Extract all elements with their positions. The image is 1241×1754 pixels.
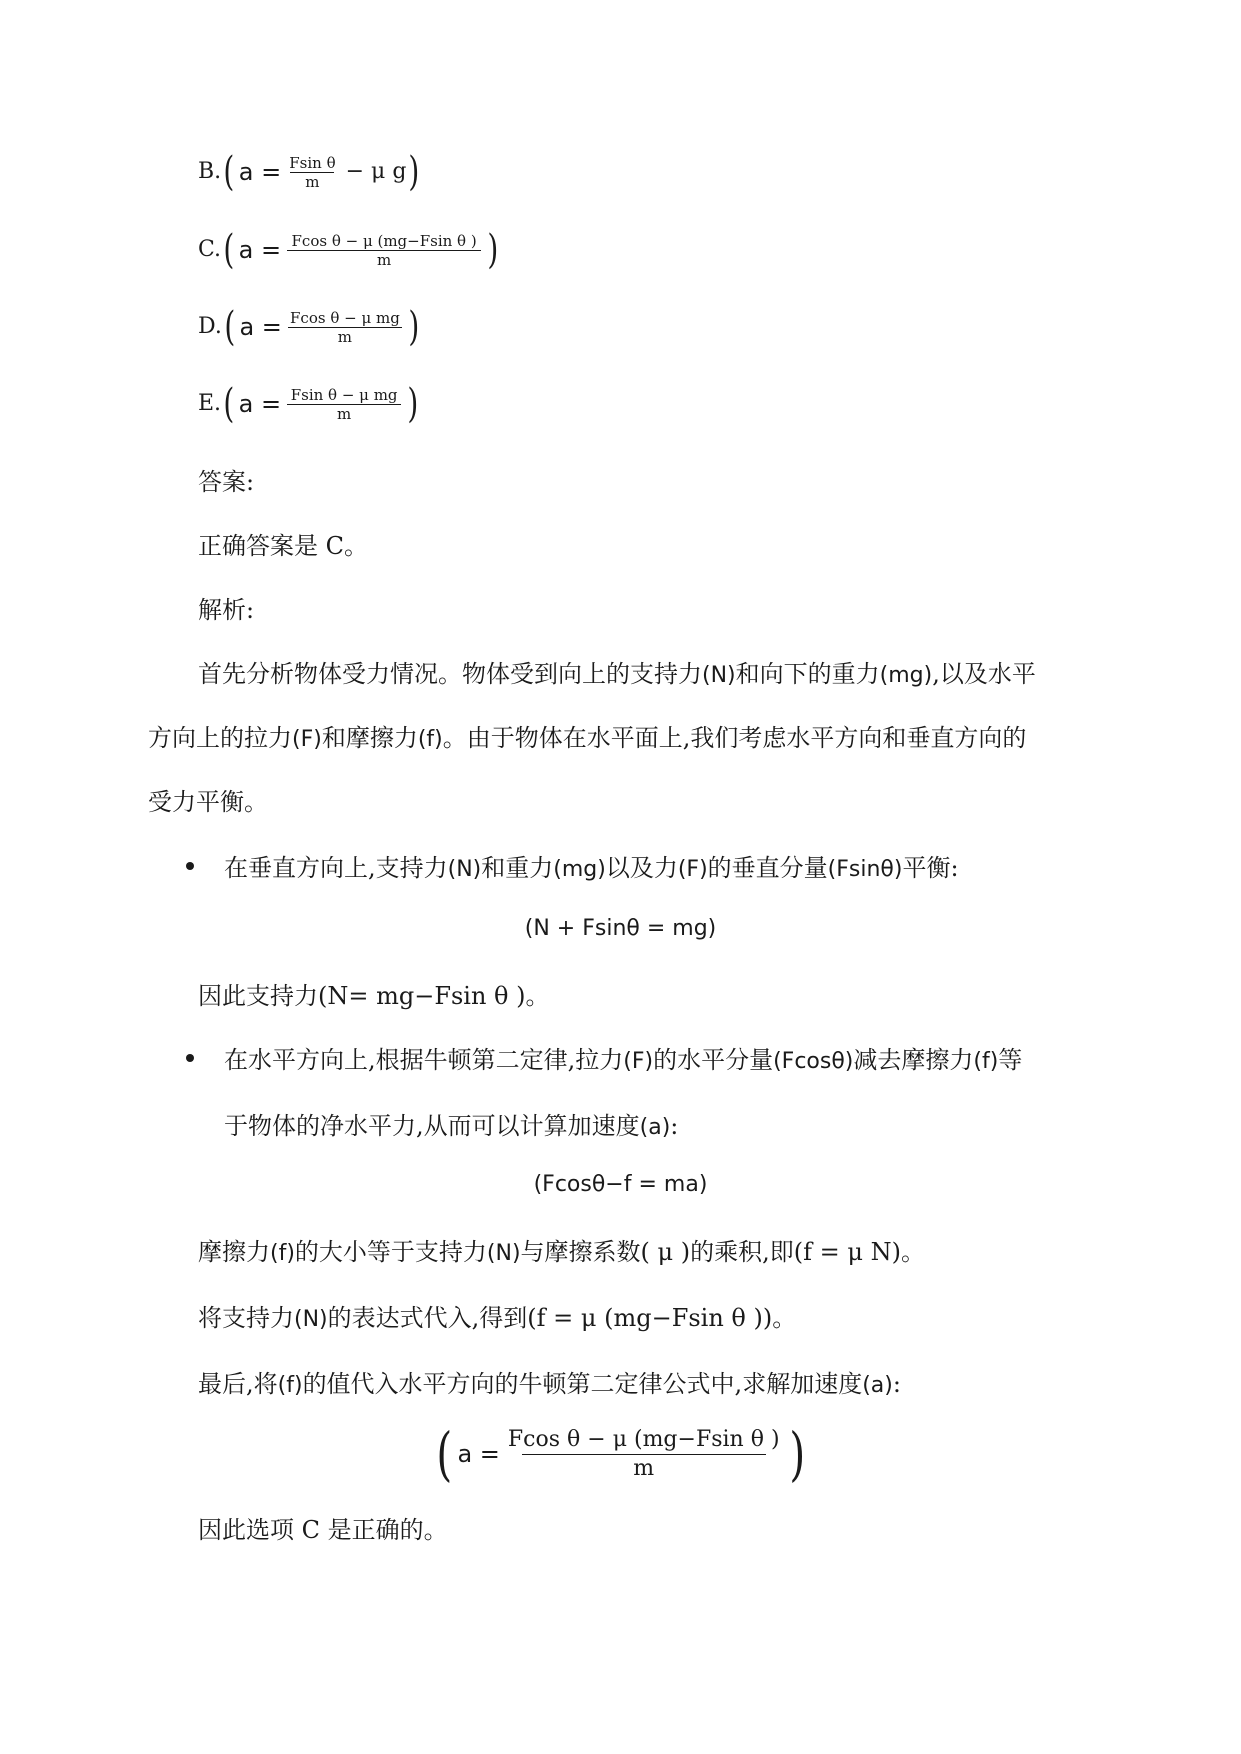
answer-heading: 答案: [198, 468, 255, 496]
fraction-denominator: m [287, 404, 401, 423]
text: 的乘积,即 [690, 1238, 794, 1266]
symbol-f: (F) [623, 1049, 654, 1074]
text: : [892, 1370, 901, 1398]
symbol-f: (F) [677, 857, 708, 882]
option-c [198, 227, 501, 273]
option-fraction [288, 309, 402, 346]
symbol-mu: ( μ ) [640, 1238, 691, 1266]
para1-line3: 受力平衡。 [148, 788, 268, 816]
text: 。 [900, 1238, 925, 1266]
fraction-numerator: Fcos θ − μ (mg−Fsin θ ) [507, 1426, 780, 1452]
text: 在水平方向上,根据牛顿第二定律,拉力 [224, 1046, 624, 1074]
final-line [198, 1364, 901, 1399]
symbol-a: (a) [639, 1115, 671, 1140]
option-b [198, 149, 422, 195]
a-equals: a = [238, 390, 282, 418]
text: 首先分析物体受力情况。物体受到向上的支持力 [198, 660, 702, 688]
answer-text: 正确答案是 C。 [198, 532, 368, 560]
option-e [198, 381, 421, 427]
symbol-friction: (f) [417, 727, 443, 752]
final-fraction [506, 1426, 782, 1483]
symbol-fsin: (Fsinθ) [827, 857, 903, 882]
left-paren: ( [223, 381, 235, 427]
a-equals: a = [238, 236, 282, 264]
text: 摩擦力 [198, 1238, 270, 1266]
right-paren: ) [788, 1420, 805, 1488]
fraction-denominator: m [287, 250, 481, 269]
fraction-denominator: m [522, 1454, 766, 1483]
text: 方向上的拉力 [148, 724, 292, 752]
final-formula [0, 1420, 1241, 1488]
fraction-numerator: Fcos θ − μ (mg−Fsin θ ) [291, 231, 477, 250]
symbol-friction: (f) [270, 1241, 295, 1266]
text: 以及力 [605, 854, 678, 882]
left-paren: ( [223, 227, 235, 273]
conclusion: 因此选项 C 是正确的。 [198, 1516, 448, 1544]
text: 最后,将 [198, 1370, 278, 1398]
text: 等 [998, 1046, 1023, 1074]
symbol-n: (N) [294, 1307, 328, 1332]
bullet2-line1 [224, 1040, 1022, 1075]
substitute-line [198, 1298, 796, 1333]
a-equals: a = [457, 1440, 500, 1468]
symbol-n: (N) [486, 1241, 521, 1266]
text: ,以及水平 [932, 660, 1036, 688]
fraction-numerator: Fsin θ − μ mg [290, 385, 398, 404]
left-paren: ( [224, 304, 236, 350]
left-paren: ( [436, 1420, 453, 1488]
option-fraction [287, 386, 401, 423]
bullet-dot [186, 862, 194, 870]
symbol-friction: (f) [973, 1049, 999, 1074]
symbol-fcos: (Fcosθ) [773, 1049, 854, 1074]
symbol-friction: (f) [277, 1373, 303, 1398]
text: 的水平分量 [653, 1046, 774, 1074]
bullet2-line2 [224, 1106, 678, 1141]
text: 于物体的净水平力,从而可以计算加速度 [224, 1112, 640, 1140]
right-paren: ) [408, 304, 420, 350]
right-paren: ) [408, 149, 420, 195]
equation-vertical: (N + Fsinθ = mg) [524, 916, 717, 941]
text: 的大小等于支持力 [294, 1238, 487, 1266]
option-d [198, 304, 422, 350]
text: 和摩擦力 [321, 724, 418, 752]
text: 在垂直方向上,支持力 [224, 854, 448, 882]
friction-line [198, 1232, 925, 1267]
right-paren: ) [407, 381, 419, 427]
symbol-f: (F) [292, 727, 322, 752]
option-tail: − μ g [345, 159, 407, 184]
option-label: C. [198, 237, 222, 262]
text: : [670, 1112, 679, 1140]
text: 的值代入水平方向的牛顿第二定律公式中,求解加速度 [302, 1370, 863, 1398]
para1-line1 [198, 654, 1036, 689]
symbol-mg: (mg) [553, 857, 606, 882]
text: 。由于物体在水平面上,我们考虑水平方向和垂直方向的 [442, 724, 1027, 752]
text: 和向下的重力 [735, 660, 880, 688]
formula-f-mu-n: (f = μ N) [793, 1238, 901, 1266]
equation-horizontal: (Fcosθ−f = ma) [533, 1172, 708, 1197]
text: 和重力 [481, 854, 554, 882]
text: 与摩擦系数 [520, 1238, 641, 1266]
text: 减去摩擦力 [853, 1046, 974, 1074]
fraction-numerator: Fcos θ − μ mg [290, 308, 400, 327]
a-equals: a = [239, 313, 282, 341]
option-label: D. [198, 314, 222, 339]
option-label: E. [198, 391, 222, 416]
option-fraction [287, 232, 481, 269]
analysis-heading: 解析: [198, 596, 255, 624]
left-paren: ( [223, 149, 235, 195]
fraction-numerator: Fsin θ [289, 153, 336, 172]
bullet-dot [186, 1054, 194, 1062]
right-paren: ) [487, 227, 499, 273]
para1-line2 [148, 718, 1026, 753]
text: 。 [772, 1304, 797, 1332]
fraction-denominator: m [288, 327, 402, 346]
option-label: B. [198, 159, 222, 184]
support-force-line: 因此支持力(N= mg−Fsin θ )。 [198, 982, 550, 1010]
text: 的垂直分量 [707, 854, 828, 882]
text: 平衡: [902, 854, 959, 882]
bullet1-line [224, 848, 959, 883]
fraction-denominator: m [290, 172, 334, 191]
text: 将支持力 [198, 1304, 294, 1332]
symbol-mg: (mg) [879, 663, 933, 688]
symbol-n: (N) [702, 663, 736, 688]
formula-friction: (f = μ (mg−Fsin θ )) [527, 1304, 773, 1332]
symbol-a: (a) [862, 1373, 893, 1398]
option-fraction [287, 154, 337, 191]
symbol-n: (N) [447, 857, 482, 882]
text: 的表达式代入,得到 [327, 1304, 528, 1332]
a-equals: a = [238, 158, 282, 186]
